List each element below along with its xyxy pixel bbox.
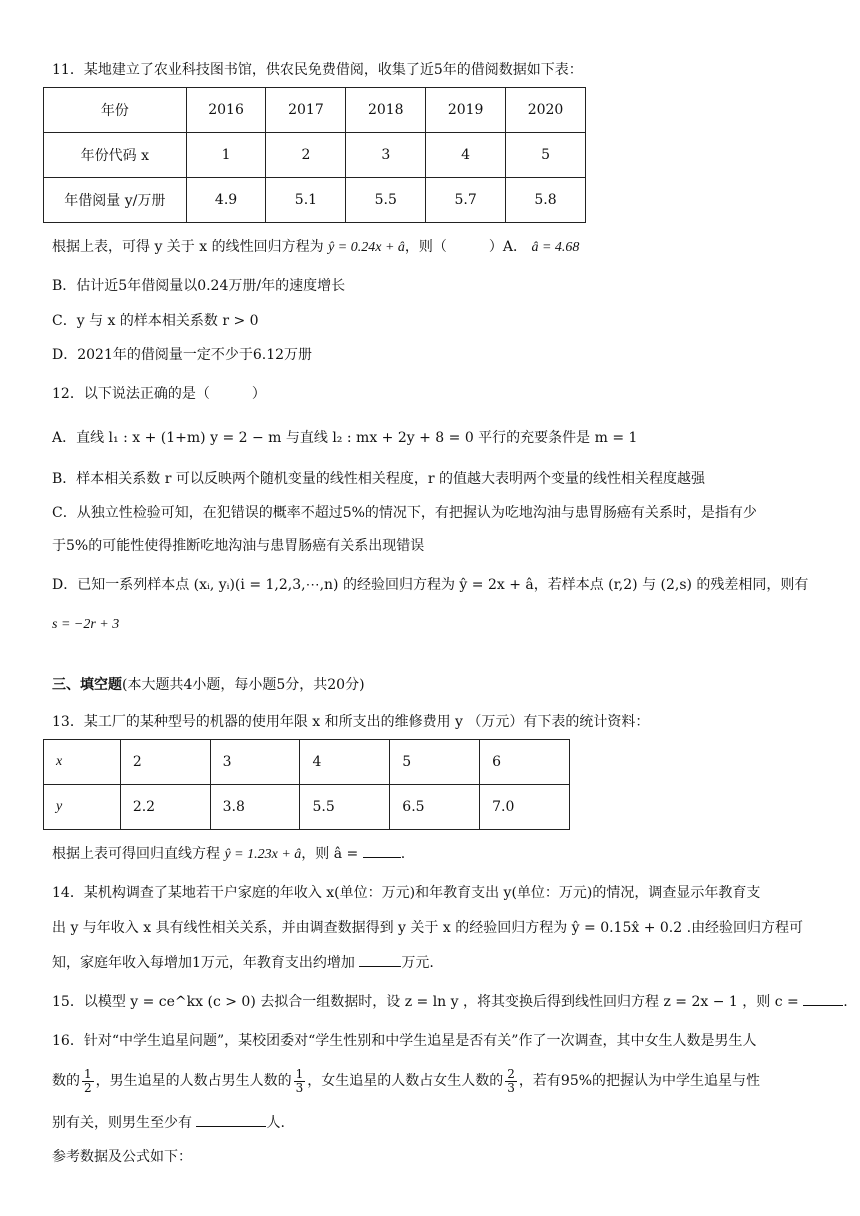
table-cell: 2018 (346, 88, 426, 133)
table-cell: 年份 (44, 88, 187, 133)
q14-text: 知，家庭年收入每增加1万元，年教育支出约增加 (52, 955, 355, 971)
q12-option-a: A．直线 l₁ : x + (1+m) y = 2 − m 与直线 l₂ : mx + 2y + 8 = 0 平行的充要条件是 m = 1 (52, 430, 638, 446)
table-cell: 5.7 (426, 178, 506, 223)
table-cell: 6 (480, 740, 570, 785)
q11-equation: ŷ = 0.24x + â (328, 240, 405, 255)
table-cell: 5.5 (346, 178, 426, 223)
q12-option-d-line2: s = −2r + 3 (52, 617, 120, 632)
table-cell: 3 (346, 133, 426, 178)
q12-option-c-line1: C．从独立性检验可知，在犯错误的概率不超过5%的情况下，有把握认为吃地沟油与患胃肠癌有关系时，是指有少 (52, 505, 757, 521)
q16-answer-blank[interactable] (196, 1112, 266, 1127)
q16-line1: 16．针对“中学生追星问题”，某校团委对“学生性别和中学生追星是否有关”作了一次调查，其中女生人数是男生人 (52, 1033, 757, 1049)
q15-text: 15．以模型 y = ce^kx (c > 0) 去拟合一组数据时，设 z = ln y ，将其变换后得到线性回归方程 z = 2x − 1 ，则 c = (52, 994, 799, 1010)
q11-stem: 11．某地建立了农业科技图书馆，供农民免费借阅，收集了近5年的借阅数据如下表： (52, 62, 583, 78)
q12-stem: 12．以下说法正确的是（ ） (52, 386, 266, 402)
table-cell: 2020 (506, 88, 586, 133)
frac-denominator: 2 (84, 1080, 92, 1095)
table-cell: 6.5 (390, 785, 480, 830)
q11-lead-text: 根据上表，可得 y 关于 x 的线性回归方程为 (52, 239, 324, 255)
q13-lead-text: 根据上表可得回归直线方程 (52, 846, 220, 862)
q13-equation: ŷ = 1.23x + â (224, 847, 302, 862)
fraction-half (82, 1068, 94, 1095)
q16-line3 (52, 1112, 285, 1133)
q11-option-b: B．估计近5年借阅量以0.24万册/年的速度增长 (52, 278, 346, 294)
table-cell: 5 (506, 133, 586, 178)
table-cell: 3.8 (210, 785, 300, 830)
table-cell: 2 (266, 133, 346, 178)
table-cell: 年借阅量 y/万册 (44, 178, 187, 223)
q13-period: . (400, 846, 406, 862)
q14-line3 (52, 952, 434, 973)
frac-numerator: 1 (84, 1066, 92, 1081)
table-cell: 年份代码 x (44, 133, 187, 178)
table-cell: 5 (390, 740, 480, 785)
table-cell: x (44, 740, 121, 785)
q13-ask-text: ，则 â = (301, 846, 359, 862)
table-cell: 5.8 (506, 178, 586, 223)
table-row (44, 740, 570, 785)
section-title: 三、填空题 (52, 677, 122, 693)
table-cell: 4 (300, 740, 390, 785)
q12-option-c-line2: 于5%的可能性使得推断吃地沟油与患胃肠癌有关系出现错误 (52, 538, 425, 554)
q16-text-b: ，男生追星的人数占男生人数的 (95, 1073, 292, 1089)
table-cell: 2 (120, 740, 210, 785)
q16-unit: 人. (266, 1115, 285, 1131)
table-cell: 2017 (266, 88, 346, 133)
table-cell: 2019 (426, 88, 506, 133)
q15-period: . (843, 994, 848, 1010)
q13-stem: 13．某工厂的某种型号的机器的使用年限 x 和所支出的维修费用 y （万元）有下表的统计资料： (52, 714, 650, 730)
table-cell: y (44, 785, 121, 830)
q11-table (43, 87, 586, 223)
table-row (44, 133, 586, 178)
q16-text-a: 数的 (52, 1073, 80, 1089)
table-cell: 2.2 (120, 785, 210, 830)
frac-denominator: 3 (295, 1080, 304, 1095)
q16-text: 别有关，则男生至少有 (52, 1115, 192, 1131)
fraction-two-thirds (505, 1068, 517, 1095)
q15-answer-blank[interactable] (803, 991, 843, 1006)
table-cell: 2016 (186, 88, 266, 133)
reference-note: 参考数据及公式如下： (52, 1149, 192, 1165)
q14-line2: 出 y 与年收入 x 具有线性相关关系，并由调查数据得到 y 关于 x 的经验回归方程为 ŷ = 0.15x̂ + 0.2 .由经验回归方程可 (52, 920, 804, 936)
table-cell: 5.1 (266, 178, 346, 223)
table-row (44, 88, 586, 133)
frac-numerator: 1 (295, 1066, 304, 1081)
q14-answer-blank[interactable] (359, 952, 401, 967)
fraction-third (294, 1068, 306, 1095)
table-cell: 4 (426, 133, 506, 178)
table-cell: 7.0 (480, 785, 570, 830)
q13-question-line (52, 843, 405, 865)
table-row (44, 785, 570, 830)
q11-paren-text: ，则（ ）A． (404, 239, 528, 255)
frac-numerator: 2 (507, 1066, 515, 1081)
table-cell: 3 (210, 740, 300, 785)
q13-table (43, 739, 570, 830)
q16-text-c: ，女生追星的人数占女生人数的 (307, 1073, 504, 1089)
q11-option-d: D．2021年的借阅量一定不少于6.12万册 (52, 347, 313, 363)
q12-option-b: B．样本相关系数 r 可以反映两个随机变量的线性相关程度，r 的值越大表明两个变量的线性相关程度越强 (52, 471, 706, 487)
table-cell: 4.9 (186, 178, 266, 223)
table-row (44, 178, 586, 223)
q13-answer-blank[interactable] (363, 843, 401, 858)
q16-text-d: ，若有95%的把握认为中学生追星与性 (518, 1073, 761, 1089)
table-cell: 5.5 (300, 785, 390, 830)
table-cell: 1 (186, 133, 266, 178)
frac-denominator: 3 (507, 1080, 515, 1095)
q12-option-d-line1: D．已知一系列样本点 (xᵢ, yᵢ)(i = 1,2,3,⋯,n) 的经验回归方程为 ŷ = 2x + â，若样本点 (r,2) 与 (2,s) 的残差相同，则有 (52, 577, 809, 593)
q11-question-line (52, 237, 579, 258)
q16-line2 (52, 1066, 760, 1096)
q11-option-c: C．y 与 x 的样本相关系数 r > 0 (52, 313, 259, 329)
q11-option-a: â = 4.68 (531, 240, 580, 255)
q14-unit: 万元. (401, 955, 434, 971)
section-detail: (本大题共4小题，每小题5分，共20分) (122, 677, 365, 693)
section-heading (52, 675, 365, 695)
q15-line (52, 991, 848, 1012)
q14-line1: 14．某机构调查了某地若干户家庭的年收入 x(单位：万元)和年教育支出 y(单位：万元)的情况，调查显示年教育支 (52, 885, 761, 901)
